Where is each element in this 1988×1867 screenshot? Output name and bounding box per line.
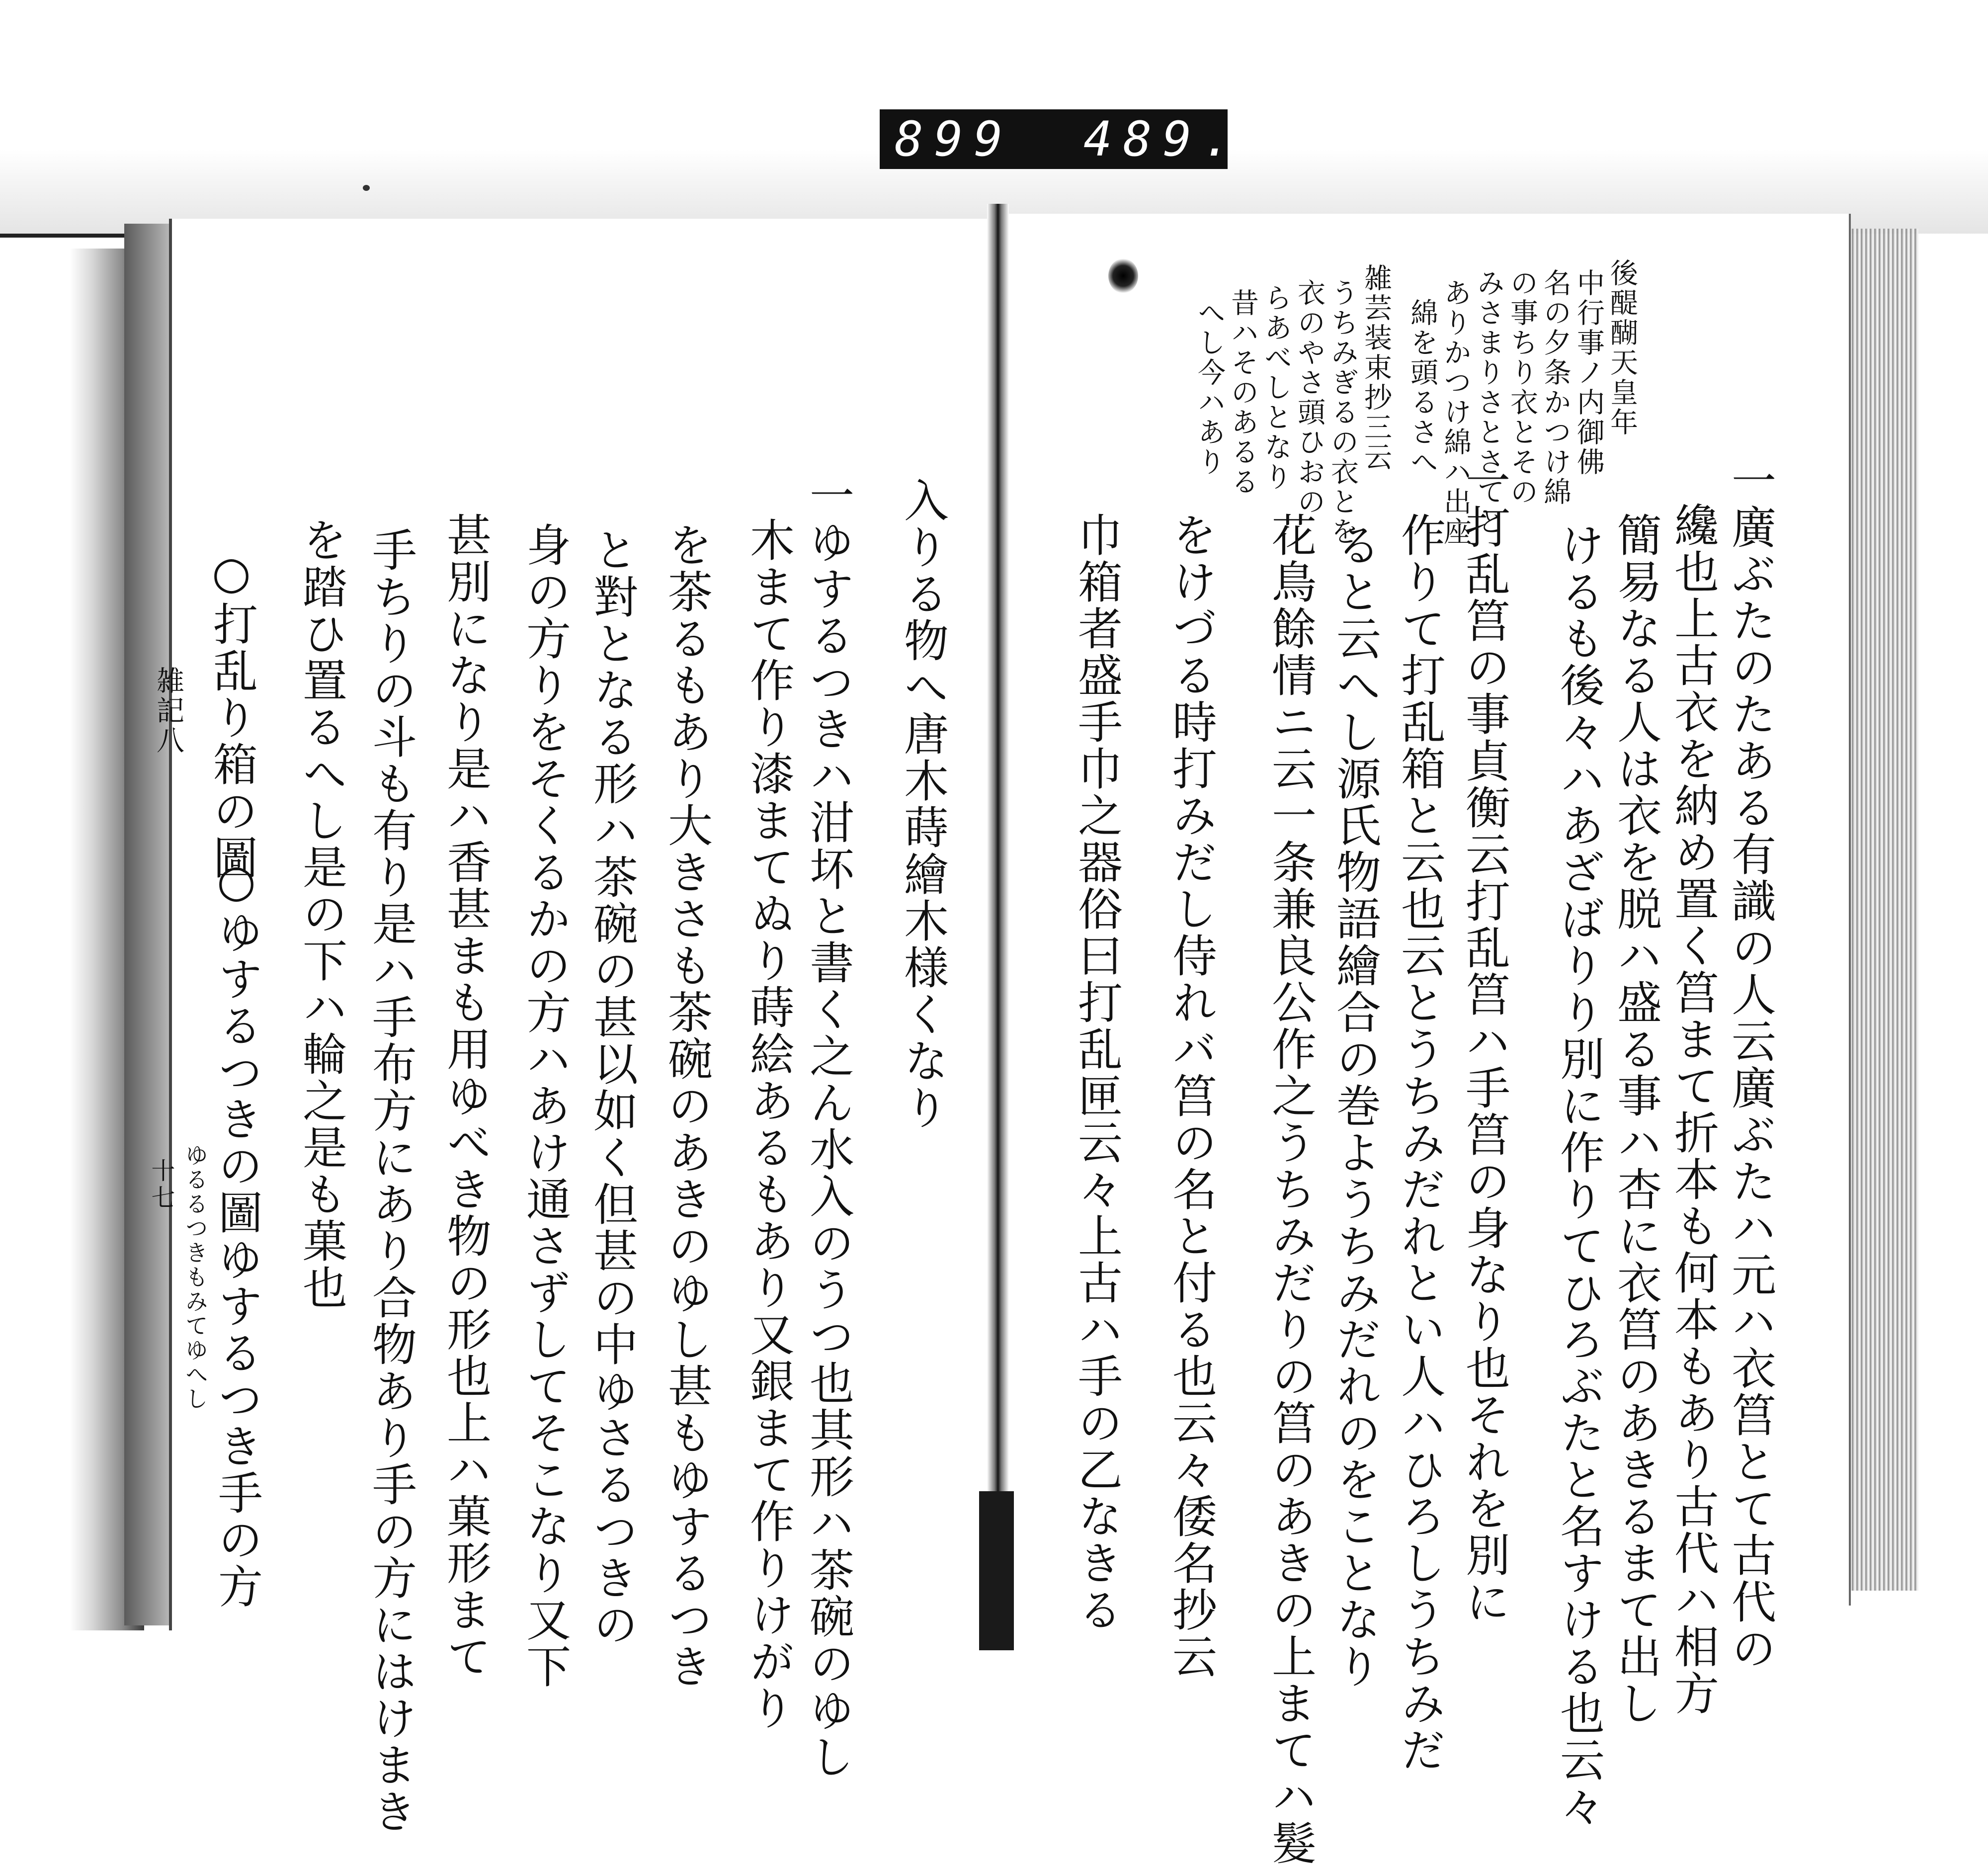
ink-blot	[1108, 258, 1138, 293]
head-note: 雑芸装束抄三云	[1360, 263, 1392, 472]
section-title: 雑記八	[152, 666, 184, 756]
head-note: みさまりさとさてと	[1473, 268, 1505, 537]
head-note: 昔ハそのあるる	[1227, 288, 1259, 497]
microfilm-label	[880, 109, 1242, 169]
text-column: 花鳥餘情ニ云一条兼良公作之うちみだりの筥のあきの上まてハ髮	[1264, 512, 1316, 1867]
text-column: 入りる物へ唐木蒔繪木様くなり	[896, 477, 948, 1131]
text-column: を茶るもあり大きさも茶碗のあきのゆし甚もゆするつき	[660, 522, 712, 1690]
head-note: の事ちり衣とその	[1506, 268, 1538, 507]
text-column: をけづる時打みだし侍れバ筥の名と付る也云々倭名抄云	[1164, 512, 1217, 1680]
text-column: 簡易なる人は衣を脱ハ盛る事ハ杏に衣筥のあきるまて出し	[1609, 512, 1661, 1727]
text-column: 木まて作り漆まてぬり蒔絵あるもあり又銀まて作りけがり	[742, 517, 794, 1732]
text-column: 手ちりの斗も有り是ハ手布方にあり合物あり手の方にはけまき	[364, 527, 416, 1835]
head-note: 後醍醐天皇年	[1606, 258, 1638, 437]
head-note: 衣のやさ頭ひおの	[1293, 278, 1325, 517]
figure-caption: ○打乱り箱の圖	[205, 547, 257, 881]
head-note: 中行事ノ内御佛	[1573, 268, 1605, 477]
right-page-stack	[1839, 229, 1918, 1591]
text-column: 身の方りをそくるかの方ハあけ通さずしてそこなり又下	[518, 522, 571, 1690]
text-column: 一打乱筥の事貞衡云打乱筥ハ手筥の身なり也それを別に	[1458, 457, 1510, 1625]
head-note: 綿を頭るさへ	[1406, 298, 1438, 477]
side-note: ゆるるつきもみてゆへし	[182, 1143, 209, 1411]
text-column: 作りて打乱箱と云也云とうちみだれとい人ハひろしうちみだ	[1393, 512, 1445, 1774]
text-column: 巾箱者盛手巾之器俗曰打乱匣云々上古ハ手の乙なきる	[1070, 512, 1122, 1633]
head-note: らあべしとなり	[1260, 283, 1292, 492]
text-column: 一ゆするつきハ泔坏と書く之ん水入のうつ也其形ハ茶碗のゆし	[802, 472, 854, 1781]
head-note: へし今ハあり	[1193, 298, 1226, 477]
text-column: けるも後々ハあざばりり別に作りてひろぶたと名すける也云々	[1552, 522, 1604, 1830]
stray-speck	[363, 185, 370, 191]
head-note: 名の夕条かつけ綿	[1539, 268, 1572, 507]
text-column: 一廣ぶたのたある有識の人云廣ぶたハ元ハ衣筥とて古代の	[1724, 457, 1776, 1672]
head-note: ありかつけ綿ハ出座	[1439, 278, 1472, 547]
head-note: うちみぎるの衣とを	[1326, 278, 1359, 547]
text-column: 甚別になり是ハ香甚まも用ゆべき物の形也上ハ菓形まて	[439, 512, 491, 1680]
page-number: 十七	[147, 1158, 175, 1212]
book-gutter	[987, 204, 1009, 1650]
text-column: 纔也上古衣を納め置く筥まて折本も何本もあり古代ハ相方	[1666, 502, 1719, 1717]
text-column: と對となる形ハ茶碗の甚以如く但甚の中ゆさるつきの	[585, 527, 638, 1648]
frame-number: 489.	[1083, 111, 1242, 167]
reel-number: 899	[895, 111, 1014, 167]
gutter-shadow	[979, 1491, 1014, 1650]
text-column: ると云へし源氏物語繪合の巻ようちみだれのをことなり	[1328, 522, 1381, 1690]
text-column: を踏ひ置るへし是の下ハ輪之是も菓也	[295, 517, 347, 1311]
figure-caption: ○ゆするつきの圖ゆするつき手の方	[210, 855, 262, 1610]
